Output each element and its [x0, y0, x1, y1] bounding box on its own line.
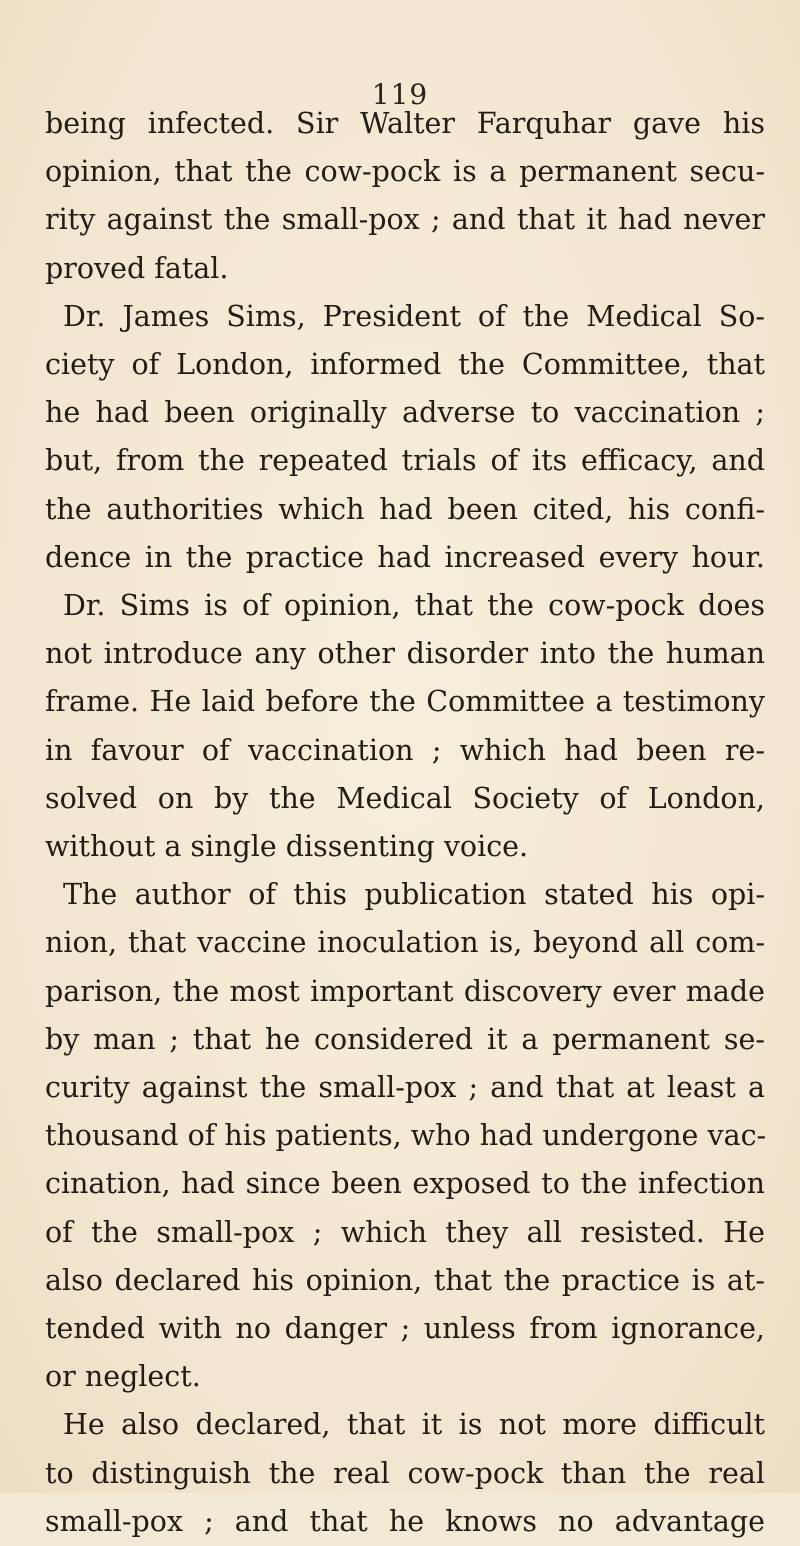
text-line: being infected. Sir Walter Farquhar gave his [45, 107, 765, 140]
text-line: without a single dissenting voice. [45, 830, 529, 864]
text-line: to distinguish the real cow-pock than the real [45, 1456, 765, 1490]
text-line: small-pox ; and that he knows no advantage [45, 1504, 765, 1538]
text-line: opinion, that the cow-pock is a permanent secu- [45, 155, 765, 189]
text-line: but, from the repeated trials of its efficacy, and [45, 444, 765, 478]
text-line: or neglect. [45, 1360, 201, 1394]
text-line: the authorities which had been cited, his confi- [45, 492, 765, 526]
text-line: solved on by the Medical Society of London, [45, 781, 765, 815]
text-line: cination, had since been exposed to the infection [45, 1167, 765, 1201]
text-line: Dr. James Sims, President of the Medical So- [63, 299, 765, 333]
text-line: The author of this publication stated his opi- [63, 878, 765, 912]
text-line: thousand of his patients, who had undergone vac- [45, 1119, 767, 1153]
text-line: tended with no danger ; unless from ignorance, [45, 1312, 765, 1346]
text-line: nion, that vaccine inoculation is, beyond all com- [45, 926, 765, 960]
text-line: dence in the practice had increased every hour. [45, 540, 765, 574]
text-line: frame. He laid before the Committee a testimony [45, 685, 765, 719]
text-line: Dr. Sims is of opinion, that the cow-pock does [63, 589, 765, 623]
text-line: He also declared, that it is not more difficult [63, 1408, 765, 1442]
text-line: in favour of vaccination ; which had been re- [45, 733, 765, 767]
text-line: rity against the small-pox ; and that it had never [45, 203, 765, 237]
text-line: curity against the small-pox ; and that at least a [45, 1071, 765, 1105]
text-line: he had been originally adverse to vaccination ; [45, 396, 765, 430]
text-line: also declared his opinion, that the practice is at- [45, 1263, 765, 1297]
text-line: ciety of London, informed the Committee, that [45, 348, 765, 382]
text-line: not introduce any other disorder into the human [45, 637, 765, 671]
body-text [45, 100, 765, 1546]
text-line: by man ; that he considered it a permanent se- [45, 1022, 765, 1056]
text-line: proved fatal. [45, 251, 229, 285]
text-line: of the small-pox ; which they all resisted. He [45, 1215, 765, 1249]
text-line: parison, the most important discovery ever made [45, 974, 765, 1008]
page-number: 119 [371, 78, 429, 111]
